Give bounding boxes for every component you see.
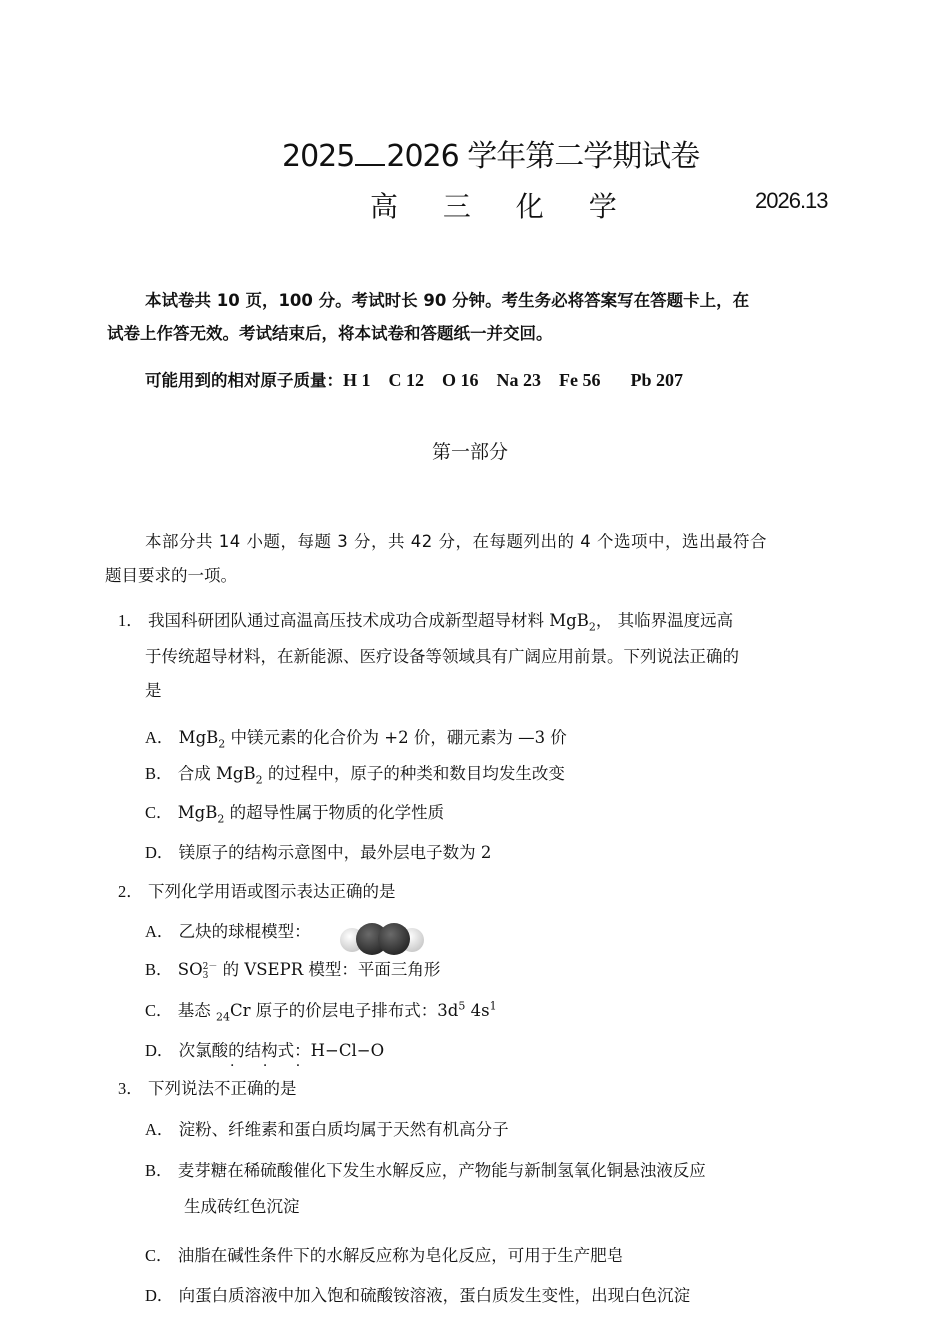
q3-option-b-label: B．: [145, 1161, 173, 1180]
q3-option-c-label: C．: [145, 1246, 173, 1265]
subject-title: 高 三 化 学: [370, 190, 635, 223]
q1-stem-a: 我国科研团队通过高温高压技术成功合成新型超导材料 MgB: [148, 611, 589, 630]
part-title: 第一部分: [432, 441, 509, 463]
q1-option-a: [145, 724, 567, 750]
q3-stem: [118, 1075, 297, 1099]
q2-option-b: [145, 956, 440, 981]
q1-option-a-sub: 2: [218, 737, 226, 751]
q3-option-d-label: D．: [145, 1286, 174, 1305]
q2-option-c-mid2: 4s: [465, 1001, 490, 1020]
q2-option-d-text: 次氯酸的结构式：H−Cl−O: [178, 1041, 385, 1060]
q1-stem-line-1: [118, 607, 733, 633]
q3-option-c-text: 油脂在碱性条件下的水解反应称为皂化反应，可用于生产肥皂: [177, 1246, 624, 1265]
part-intro-line-1: 本部分共 14 小题，每题 3 分，共 42 分，在每题列出的 4 个选项中，选出最符合: [145, 532, 767, 551]
atomic-masses-label: 可能用到的相对原子质量：: [145, 371, 343, 390]
d-electrons: 5: [458, 999, 466, 1013]
atomic-masses: [145, 367, 701, 391]
q3-option-a-label: A．: [145, 1120, 174, 1139]
so3-subscript: 3: [202, 971, 209, 981]
q1-option-b: [145, 760, 565, 786]
instructions-line-1: 本试卷共 10 页，100 分。考试时长 90 分钟。考生务必将答案写在答题卡上，在: [145, 291, 750, 310]
title-rest: 2026 学年第二学期试卷: [386, 139, 700, 174]
q2-option-b-label: B．: [145, 960, 173, 979]
q1-option-d-text: 镁原子的结构示意图中，最外层电子数为 2: [178, 843, 492, 862]
q3-option-a-text: 淀粉、纤维素和蛋白质均属于天然有机高分子: [178, 1120, 509, 1139]
q1-number: 1．: [118, 611, 143, 630]
so3-script: [203, 963, 218, 981]
q1-option-a-label: A．: [145, 728, 174, 747]
q2-option-c-mid: Cr 原子的价层电子排布式：3d: [230, 1001, 459, 1020]
mass-fe: Fe 56: [559, 370, 601, 390]
q1-stem-line-3: 是: [145, 681, 162, 700]
part-intro-line-2: 题目要求的一项。: [105, 566, 237, 585]
q2-stem-text: 下列化学用语或图示表达正确的是: [148, 882, 396, 901]
q1-option-b-sub: 2: [255, 773, 263, 787]
q2-number: 2．: [118, 882, 143, 901]
acetylene-ball-stick-model: [340, 923, 424, 953]
q1-option-b-post: 的过程中，原子的种类和数目均发生改变: [262, 764, 565, 783]
mass-o: O 16: [442, 370, 479, 390]
q3-emphasis-dots: · · ·: [230, 1058, 313, 1074]
q2-option-a-label: A．: [145, 922, 174, 941]
q1-stem-line-2: 于传统超导材料，在新能源、医疗设备等领域具有广阔应用前景。下列说法正确的: [145, 647, 739, 666]
q3-option-d-text: 向蛋白质溶液中加入饱和硫酸铵溶液，蛋白质发生变性，出现白色沉淀: [178, 1286, 691, 1305]
q3-number: 3．: [118, 1079, 143, 1098]
instructions-line-2: 试卷上作答无效。考试结束后，将本试卷和答题纸一并交回。: [107, 324, 553, 343]
q2-option-c-label: C．: [145, 1001, 173, 1020]
q1-stem-sub: 2: [588, 620, 596, 634]
q3-option-a: [145, 1116, 509, 1140]
q2-option-c-pre: 基态: [177, 1001, 217, 1020]
s-electrons: 1: [489, 999, 497, 1013]
q2-stem: [118, 878, 396, 902]
q1-option-c-post: 的超导性属于物质的化学性质: [224, 803, 445, 822]
mass-na: Na 23: [496, 370, 542, 390]
q1-option-c-sub: 2: [217, 812, 225, 826]
q1-stem-b: ， 其临界温度远高: [595, 611, 734, 630]
q3-option-c: [145, 1242, 623, 1266]
q1-option-b-pre: 合成 MgB: [177, 764, 256, 783]
q3-option-b: [145, 1157, 706, 1181]
exam-date: 2026.13: [755, 188, 828, 213]
q3-option-b-text-2: 生成砖红色沉淀: [184, 1197, 300, 1216]
q1-option-c-label: C．: [145, 803, 173, 822]
q1-option-d: [145, 839, 491, 863]
q3-option-b-text-1: 麦芽糖在稀硫酸催化下发生水解反应，产物能与新制氢氧化铜悬浊液反应: [177, 1161, 706, 1180]
mass-h: H 1: [343, 370, 371, 390]
so3-charge: 2－: [202, 962, 218, 972]
mass-c: C 12: [388, 370, 425, 390]
q2-option-b-pre: SO: [177, 960, 203, 979]
q2-option-d-label: D．: [145, 1041, 174, 1060]
title-separator: [355, 144, 385, 166]
q2-option-a: [145, 918, 311, 942]
q3-stem-text: 下列说法不正确的是: [148, 1079, 297, 1098]
title-year-start: 2025: [282, 139, 355, 174]
q1-option-d-label: D．: [145, 843, 174, 862]
q1-option-c-pre: MgB: [177, 803, 218, 822]
mass-pb: Pb 207: [630, 370, 684, 390]
q1-option-b-label: B．: [145, 764, 173, 783]
q2-option-b-post: 的 VSEPR 模型：平面三角形: [217, 960, 441, 979]
q3-option-d: [145, 1282, 690, 1306]
q1-option-c: [145, 799, 444, 825]
cr-atomic-number: 24: [216, 1010, 231, 1024]
q2-option-c: [145, 997, 497, 1023]
q2-option-a-text: 乙炔的球棍模型：: [178, 922, 311, 941]
exam-title: [282, 131, 699, 175]
carbon-atom-right: [378, 923, 410, 955]
q1-option-a-pre: MgB: [178, 728, 219, 747]
q1-option-a-post: 中镁元素的化合价为 +2 价，硼元素为 —3 价: [225, 728, 567, 747]
